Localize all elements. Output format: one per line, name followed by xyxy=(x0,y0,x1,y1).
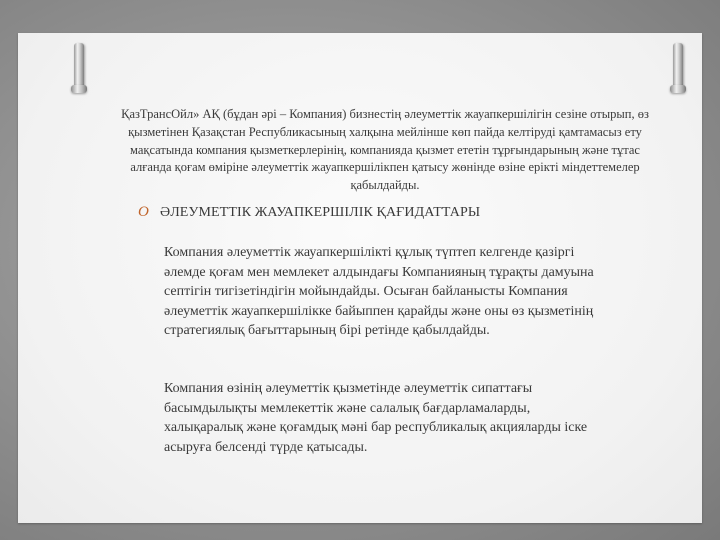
pin-left-icon xyxy=(74,43,84,89)
intro-text: ҚазТрансОйл» АҚ (бұдан әрі – Компания) бизнестің әлеуметтік жауапкершілігін сезіне отырып, өз қызметінен Қазақстан Республикасының халқына мейлінше көп пайда келтіруді қамтамасыз ету мақсатында компания қызметкерлерінің, компанияда қызмет ететін тұрғындарының және тұтас алғанда қоғам өміріне әлеуметтік жауапкершілікпен қатысу жөнінде өзіне ерікті міндеттемелер қабылдайды. xyxy=(121,107,649,193)
pin-right-icon xyxy=(673,43,683,89)
slide-card xyxy=(18,33,702,523)
paragraph-1: Компания әлеуметтік жауапкершілікті құлық түптеп келгенде қазіргі әлемде қоғам мен мемлекет алдындағы Компанияның тұрақты дамуына септігін тигізетіндігін мойындайды. Осыған байланысты Компания әлеуметтік жауапкершілікке байыппен қарайды және оны өз қызметінің стратегиялық бағыттарының бірі ретінде қабылдайды. xyxy=(164,245,594,339)
bullet-marker-icon: O xyxy=(138,204,149,220)
section-heading: ӘЛЕУМЕТТІК ЖАУАПКЕРШІЛІК ҚАҒИДАТТАРЫ xyxy=(160,204,481,220)
heading-row xyxy=(140,204,660,221)
paragraph-2: Компания өзінің әлеуметтік қызметінде әлеуметтік сипаттағы басымдылықты мемлекеттік және салалық бағдарламаларды, халықаралық және қоғамдық мәні бар республикалық акцияларды іске асыруға белсенді түрде қатысады. xyxy=(164,381,588,455)
